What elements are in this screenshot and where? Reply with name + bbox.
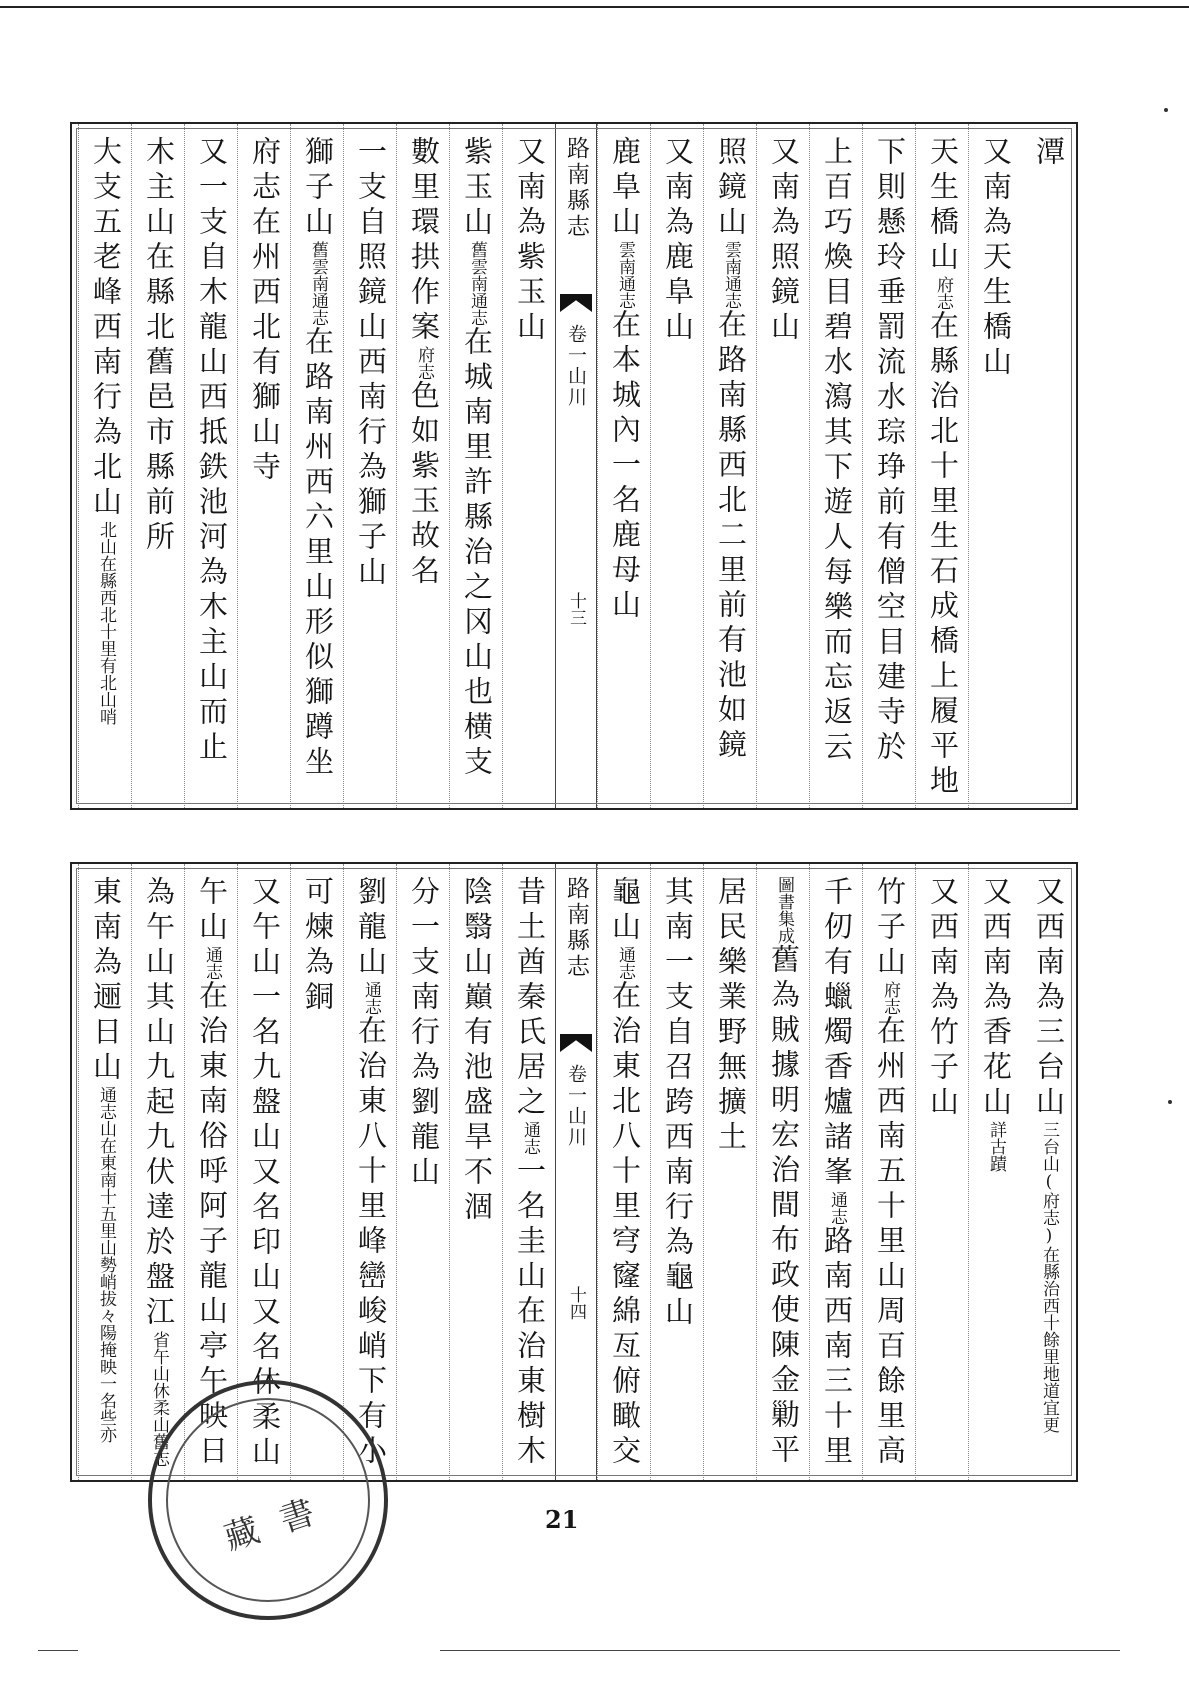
text-column (703, 864, 756, 1480)
text-column (343, 124, 396, 808)
annotation-note: 山在東南十五里山勢峭拔々陽掩映一名些亦 (96, 1120, 116, 1443)
annotation-note: 省午山休柔山舊志 (149, 1331, 169, 1467)
column-text: 在州西南五十里山周百餘里高 (873, 1015, 907, 1470)
column-text: 分一支南行為劉龍山 (407, 876, 441, 1191)
annotation-note: 府志 (933, 276, 953, 310)
leaf-number: 十三 (566, 591, 586, 626)
column-text: 一支自照鏡山西南行為獅子山 (354, 136, 388, 591)
text-column (131, 864, 184, 1480)
column-text: 居民樂業野無擴土 (714, 876, 748, 1156)
text-column (650, 864, 703, 1480)
annotation-note: 通志 (615, 946, 635, 980)
text-column (862, 124, 915, 808)
column-text: 東南為逦日山 (89, 876, 123, 1086)
text-column (915, 864, 968, 1480)
text-column (1021, 864, 1074, 1480)
column-text: 上百巧煥目碧水瀉其下遊人每樂而忘返云 (820, 136, 854, 766)
text-column (396, 864, 449, 1480)
bottom-rule-left (38, 1650, 78, 1651)
chapter-label: 卷一山川 (565, 1064, 587, 1148)
fold-margin (555, 124, 597, 808)
text-column (343, 864, 396, 1480)
column-text: 紫玉山 (460, 136, 494, 241)
text-column (597, 124, 650, 808)
seal-inscription: 藏書 (219, 1484, 343, 1559)
annotation-note: 雲南通志 (615, 241, 635, 309)
column-text: 一名圭山在治東樹木 (513, 1155, 547, 1470)
leaf-number: 十四 (566, 1285, 586, 1320)
chapter-label: 卷一山川 (565, 324, 587, 408)
column-text: 又南為鹿阜山 (661, 136, 695, 346)
annotation-note: 詳古蹟 (986, 1121, 1006, 1172)
text-column (809, 124, 862, 808)
column-text: 在縣治北十里生石成橋上履平地 (926, 310, 960, 800)
column-text: 在路南縣西北二里前有池如鏡 (714, 309, 748, 764)
text-column (396, 124, 449, 808)
text-column (809, 864, 862, 1480)
top-border-rule (0, 6, 1189, 8)
column-text: 大支五老峰西南行為北山 (89, 136, 123, 521)
column-text: 龜山 (608, 876, 642, 946)
text-column (968, 864, 1021, 1480)
column-text: 在城南里許縣治之冈山也横支 (460, 326, 494, 781)
column-text: 又西南為三台山 (1032, 876, 1066, 1121)
column-text: 又西南為香花山 (979, 876, 1013, 1121)
annotation-note: 通志 (202, 946, 222, 980)
column-text: 又午山一名九盤山又名印山又名休柔山 (248, 876, 282, 1471)
annotation-note: 北山在縣西北十里有北山哨 (96, 521, 116, 725)
upper-text-panel (70, 122, 1078, 810)
annotation-note: 通志 (96, 1086, 116, 1120)
text-column (650, 124, 703, 808)
text-column (502, 124, 555, 808)
text-column (449, 124, 502, 808)
text-column (968, 124, 1021, 808)
annotation-note: 圖書集成 (774, 876, 794, 944)
column-text: 色如紫玉故名 (407, 380, 441, 590)
text-column (78, 864, 131, 1480)
text-column (290, 124, 343, 808)
text-column (184, 124, 237, 808)
bottom-rule (440, 1650, 1120, 1651)
column-text: 數里環拱作案 (407, 136, 441, 346)
column-text: 在治東八十里峰巒峻峭下有小 (354, 1015, 388, 1470)
column-text: 舊為賊據明宏治間布政使陳金勦平 (767, 944, 801, 1469)
text-column (78, 124, 131, 808)
book-title: 路南縣志 (563, 876, 589, 980)
column-text: 木主山在縣北舊邑市縣前所 (142, 136, 176, 556)
column-text: 潭 (1032, 136, 1066, 171)
column-text: 在治東南俗呼阿子龍山亭午映日 (195, 980, 229, 1470)
annotation-note: 通志 (520, 1121, 540, 1155)
margin-mark (1168, 1100, 1172, 1104)
annotation-note: 舊雲南通志 (467, 241, 487, 326)
text-column (449, 864, 502, 1480)
text-column (502, 864, 555, 1480)
column-text: 陰翳山巔有池盛旱不涸 (460, 876, 494, 1226)
column-text: 又一支自木龍山西抵鉄池河為木主山而止 (195, 136, 229, 766)
annotation-note: 雲南通志 (721, 241, 741, 309)
page-number: 21 (545, 1505, 579, 1534)
column-text: 下則懸玲垂罰流水琮琤前有僧空目建寺於 (873, 136, 907, 766)
text-column (1021, 124, 1074, 808)
text-column (862, 864, 915, 1480)
collector-seal (148, 1380, 388, 1620)
annotation-note: 三台山(府志)在縣治西十餘里地道宜更 (1039, 1121, 1059, 1433)
column-text: 又南為天生橋山 (979, 136, 1013, 381)
column-text: 千仞有蠟燭香爐諸峯 (820, 876, 854, 1191)
margin-mark (1164, 108, 1168, 112)
text-column (915, 124, 968, 808)
column-text: 在路南州西六里山形似獅蹲坐 (301, 326, 335, 781)
column-text: 鹿阜山 (608, 136, 642, 241)
book-title: 路南縣志 (563, 136, 589, 240)
column-text: 獅子山 (301, 136, 335, 241)
column-text: 在治東北八十里穹窿綿亙俯瞰交 (608, 980, 642, 1470)
column-text: 路南西南三十里 (820, 1225, 854, 1470)
fishtail-mark (560, 1034, 592, 1052)
column-text: 其南一支自召跨西南行為龜山 (661, 876, 695, 1331)
text-column (703, 124, 756, 808)
column-text: 照鏡山 (714, 136, 748, 241)
annotation-note: 府志 (880, 981, 900, 1015)
column-text: 為午山其山九起九伏達於盤江 (142, 876, 176, 1331)
annotation-note: 舊雲南通志 (308, 241, 328, 326)
column-text: 可煉為銅 (301, 876, 335, 1016)
column-text: 午山 (195, 876, 229, 946)
column-text: 昔土酋秦氏居之 (513, 876, 547, 1121)
column-text: 在本城內一名鹿母山 (608, 309, 642, 624)
text-column (131, 124, 184, 808)
column-text: 又南為紫玉山 (513, 136, 547, 346)
annotation-note: 通志 (827, 1191, 847, 1225)
text-column (756, 864, 809, 1480)
column-text: 又西南為竹子山 (926, 876, 960, 1121)
text-column (597, 864, 650, 1480)
fold-margin (555, 864, 597, 1480)
column-text: 又南為照鏡山 (767, 136, 801, 346)
text-column (756, 124, 809, 808)
fishtail-mark (560, 294, 592, 312)
annotation-note: 府志 (414, 346, 434, 380)
annotation-note: 通志 (361, 981, 381, 1015)
column-text: 府志 (248, 136, 282, 206)
column-text: 在州西北有獅山寺 (248, 206, 282, 486)
text-column (237, 124, 290, 808)
column-text: 天生橋山 (926, 136, 960, 276)
column-text: 劉龍山 (354, 876, 388, 981)
column-text: 竹子山 (873, 876, 907, 981)
